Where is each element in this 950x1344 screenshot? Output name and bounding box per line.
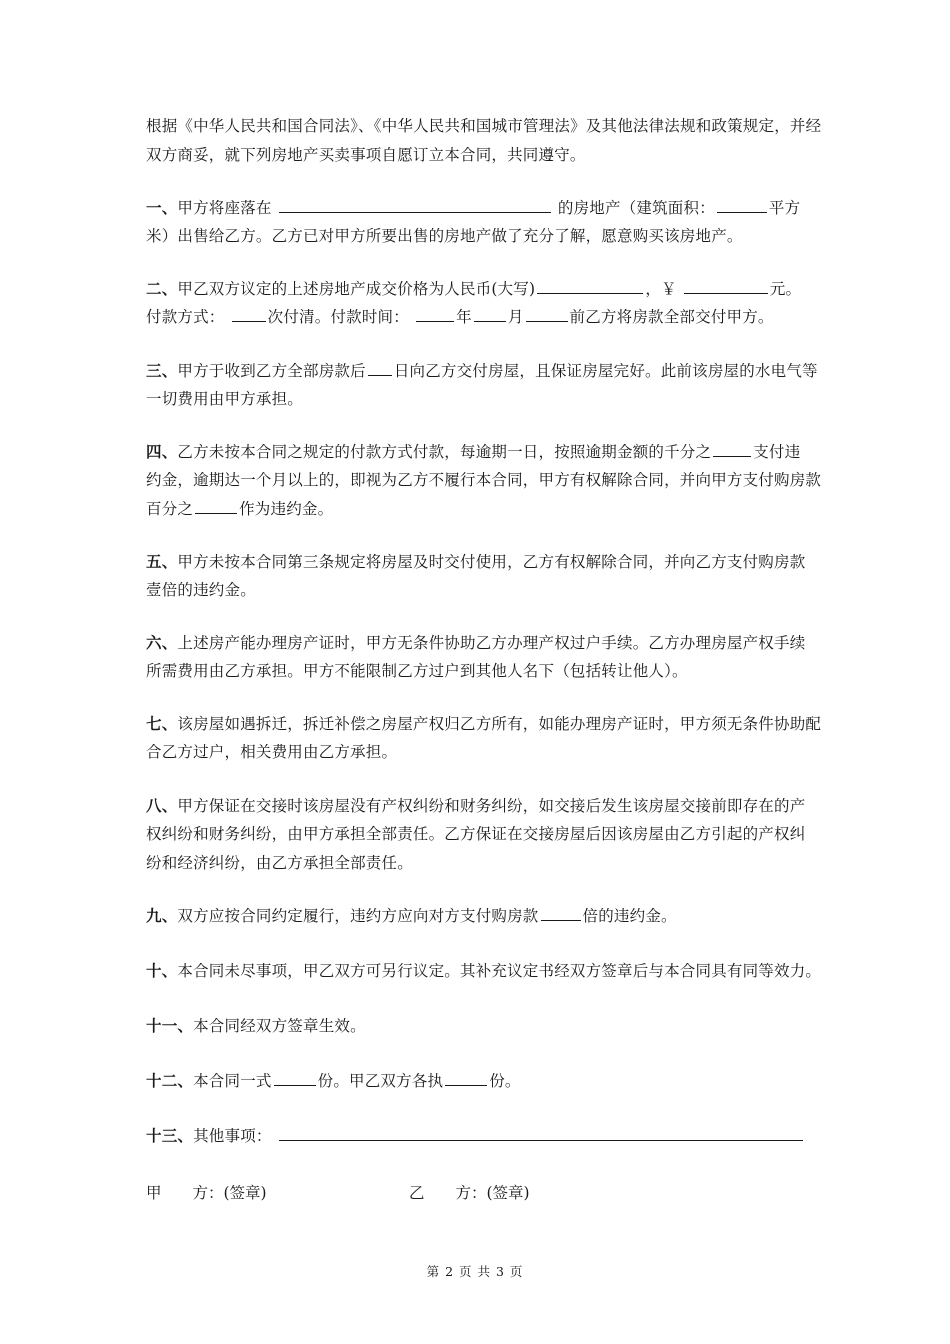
clause-number: 四、 bbox=[146, 442, 178, 461]
clause-text: 壹倍的违约金。 bbox=[146, 581, 256, 599]
party-b-signature-label: 乙 方：(签章) bbox=[409, 1184, 530, 1202]
clause-13 bbox=[146, 1121, 810, 1150]
clause-text: 其他事项： bbox=[193, 1127, 272, 1145]
clause-text: 支付违 bbox=[753, 443, 801, 461]
delivery-days-blank[interactable] bbox=[368, 358, 392, 376]
clause-text: 前乙方将房款全部交付甲方。 bbox=[569, 308, 774, 326]
clause-4 bbox=[146, 437, 822, 524]
clause-text: 次付清。付款时间： bbox=[267, 308, 409, 326]
clause-number: 十、 bbox=[146, 961, 178, 980]
clause-text: 百分之 bbox=[146, 500, 194, 518]
clause-text: 甲方保证在交接时该房屋没有产权纠纷和财务纠纷，如交接后发生该房屋交接前即存在的产 bbox=[177, 797, 806, 815]
other-matters-blank[interactable] bbox=[279, 1123, 803, 1141]
clause-text: 合乙方过户，相关费用由乙方承担。 bbox=[146, 743, 398, 761]
clause-6 bbox=[146, 628, 810, 686]
clause-12 bbox=[146, 1066, 810, 1095]
clause-text: 甲方将座落在 bbox=[177, 199, 272, 217]
clause-text: 该房屋如遇拆迁，拆迁补偿之房屋产权归乙方所有，如能办理房产证时，甲方须无条件协助配 bbox=[177, 715, 822, 733]
clause-text: 上述房产能办理房产证时，甲方无条件协助乙方办理产权过户手续。乙方办理房屋产权手续 bbox=[177, 634, 806, 652]
clause-text: 甲乙双方议定的上述房地产成交价格为人民币(大写) bbox=[177, 280, 536, 298]
clause-text: 年 bbox=[456, 308, 472, 326]
price-words-blank[interactable] bbox=[537, 276, 643, 294]
clause-text: 作为违约金。 bbox=[239, 500, 334, 518]
year-blank[interactable] bbox=[416, 304, 454, 322]
price-number-blank[interactable] bbox=[684, 276, 768, 294]
clause-text: 本合同一式 bbox=[193, 1072, 272, 1090]
clause-number: 二、 bbox=[146, 279, 178, 298]
clause-text: 月 bbox=[507, 308, 524, 326]
clause-text: 甲方未按本合同第三条规定将房屋及时交付使用，乙方有权解除合同，并向乙方支付购房款 bbox=[177, 553, 806, 571]
penalty-percent-blank[interactable] bbox=[195, 496, 237, 514]
intro-line-2: 双方商妥，就下列房地产买卖事项自愿订立本合同，共同遵守。 bbox=[146, 146, 586, 164]
address-blank[interactable] bbox=[279, 195, 551, 213]
clause-number: 十二、 bbox=[146, 1071, 194, 1090]
clause-text: 乙方未按本合同之规定的付款方式付款，每逾期一日，按照逾期金额的千分之 bbox=[177, 443, 712, 461]
clause-1 bbox=[146, 193, 810, 251]
page-number: 第 2 页 共 3 页 bbox=[426, 1264, 524, 1279]
clause-number: 五、 bbox=[146, 552, 178, 571]
clause-text: 倍的违约金。 bbox=[582, 907, 677, 925]
clause-number: 九、 bbox=[146, 906, 178, 925]
clause-text: 一切费用由甲方承担。 bbox=[146, 390, 304, 408]
clause-number: 十三、 bbox=[146, 1126, 194, 1145]
intro-paragraph bbox=[146, 112, 822, 170]
penalty-rate-blank[interactable] bbox=[713, 439, 751, 457]
clause-text: ，￥ bbox=[645, 280, 677, 298]
clause-text: 付款方式： bbox=[146, 308, 225, 326]
copies-total-blank[interactable] bbox=[274, 1068, 316, 1086]
clause-10 bbox=[146, 956, 822, 985]
clause-7 bbox=[146, 709, 822, 767]
breach-multiple-blank[interactable] bbox=[541, 903, 581, 921]
clause-text: 约金，逾期达一个月以上的，即视为乙方不履行本合同，甲方有权解除合同，并向甲方支付购房款 bbox=[146, 471, 822, 489]
party-a-signature-label: 甲 方：(签章) bbox=[146, 1184, 267, 1202]
clause-number: 三、 bbox=[146, 361, 178, 380]
intro-line-1: 根据《中华人民共和国合同法》、《中华人民共和国城市管理法》及其他法律法规和政策规定，并经 bbox=[146, 117, 822, 135]
clause-text: 权纠纷和财务纠纷，由甲方承担全部责任。乙方保证在交接房屋后因该房屋由乙方引起的产权纠 bbox=[146, 825, 806, 843]
clause-text: 平方 bbox=[768, 199, 801, 217]
clause-number: 七、 bbox=[146, 714, 178, 733]
clause-11 bbox=[146, 1011, 810, 1040]
clause-number: 六、 bbox=[146, 633, 178, 652]
clause-text: 的房地产（建筑面积： bbox=[557, 199, 715, 217]
clause-text: 所需费用由乙方承担。甲方不能限制乙方过户到其他人名下（包括转让他人）。 bbox=[146, 662, 688, 680]
clause-9 bbox=[146, 901, 810, 930]
clause-text: 份。 bbox=[489, 1072, 521, 1090]
clause-text: 本合同未尽事项，甲乙双方可另行议定。其补充议定书经双方签章后与本合同具有同等效力。 bbox=[177, 962, 822, 980]
clause-text: 甲方于收到乙方全部房款后 bbox=[177, 362, 366, 380]
day-blank[interactable] bbox=[526, 304, 568, 322]
clause-text: 日向乙方交付房屋，且保证房屋完好。此前该房屋的水电气等 bbox=[393, 362, 818, 380]
clause-text: 本合同经双方签章生效。 bbox=[193, 1017, 366, 1035]
copies-each-blank[interactable] bbox=[445, 1068, 487, 1086]
clause-number: 一、 bbox=[146, 198, 178, 217]
month-blank[interactable] bbox=[474, 304, 506, 322]
clause-number: 八、 bbox=[146, 796, 178, 815]
clause-2 bbox=[146, 274, 810, 332]
clause-text: 元。 bbox=[769, 280, 802, 298]
clause-5 bbox=[146, 547, 810, 605]
clause-text: 米）出售给乙方。乙方已对甲方所要出售的房地产做了充分了解，愿意购买该房地产。 bbox=[146, 227, 743, 245]
clause-8 bbox=[146, 791, 810, 878]
area-blank[interactable] bbox=[717, 195, 767, 213]
clause-number: 十一、 bbox=[146, 1016, 194, 1035]
clause-text: 份。甲乙双方各执 bbox=[317, 1072, 444, 1090]
clause-text: 纷和经济纠纷，由乙方承担全部责任。 bbox=[146, 854, 413, 872]
clause-3 bbox=[146, 356, 818, 414]
clause-text: 双方应按合同约定履行，违约方应向对方支付购房款 bbox=[177, 907, 539, 925]
payment-times-blank[interactable] bbox=[232, 304, 266, 322]
